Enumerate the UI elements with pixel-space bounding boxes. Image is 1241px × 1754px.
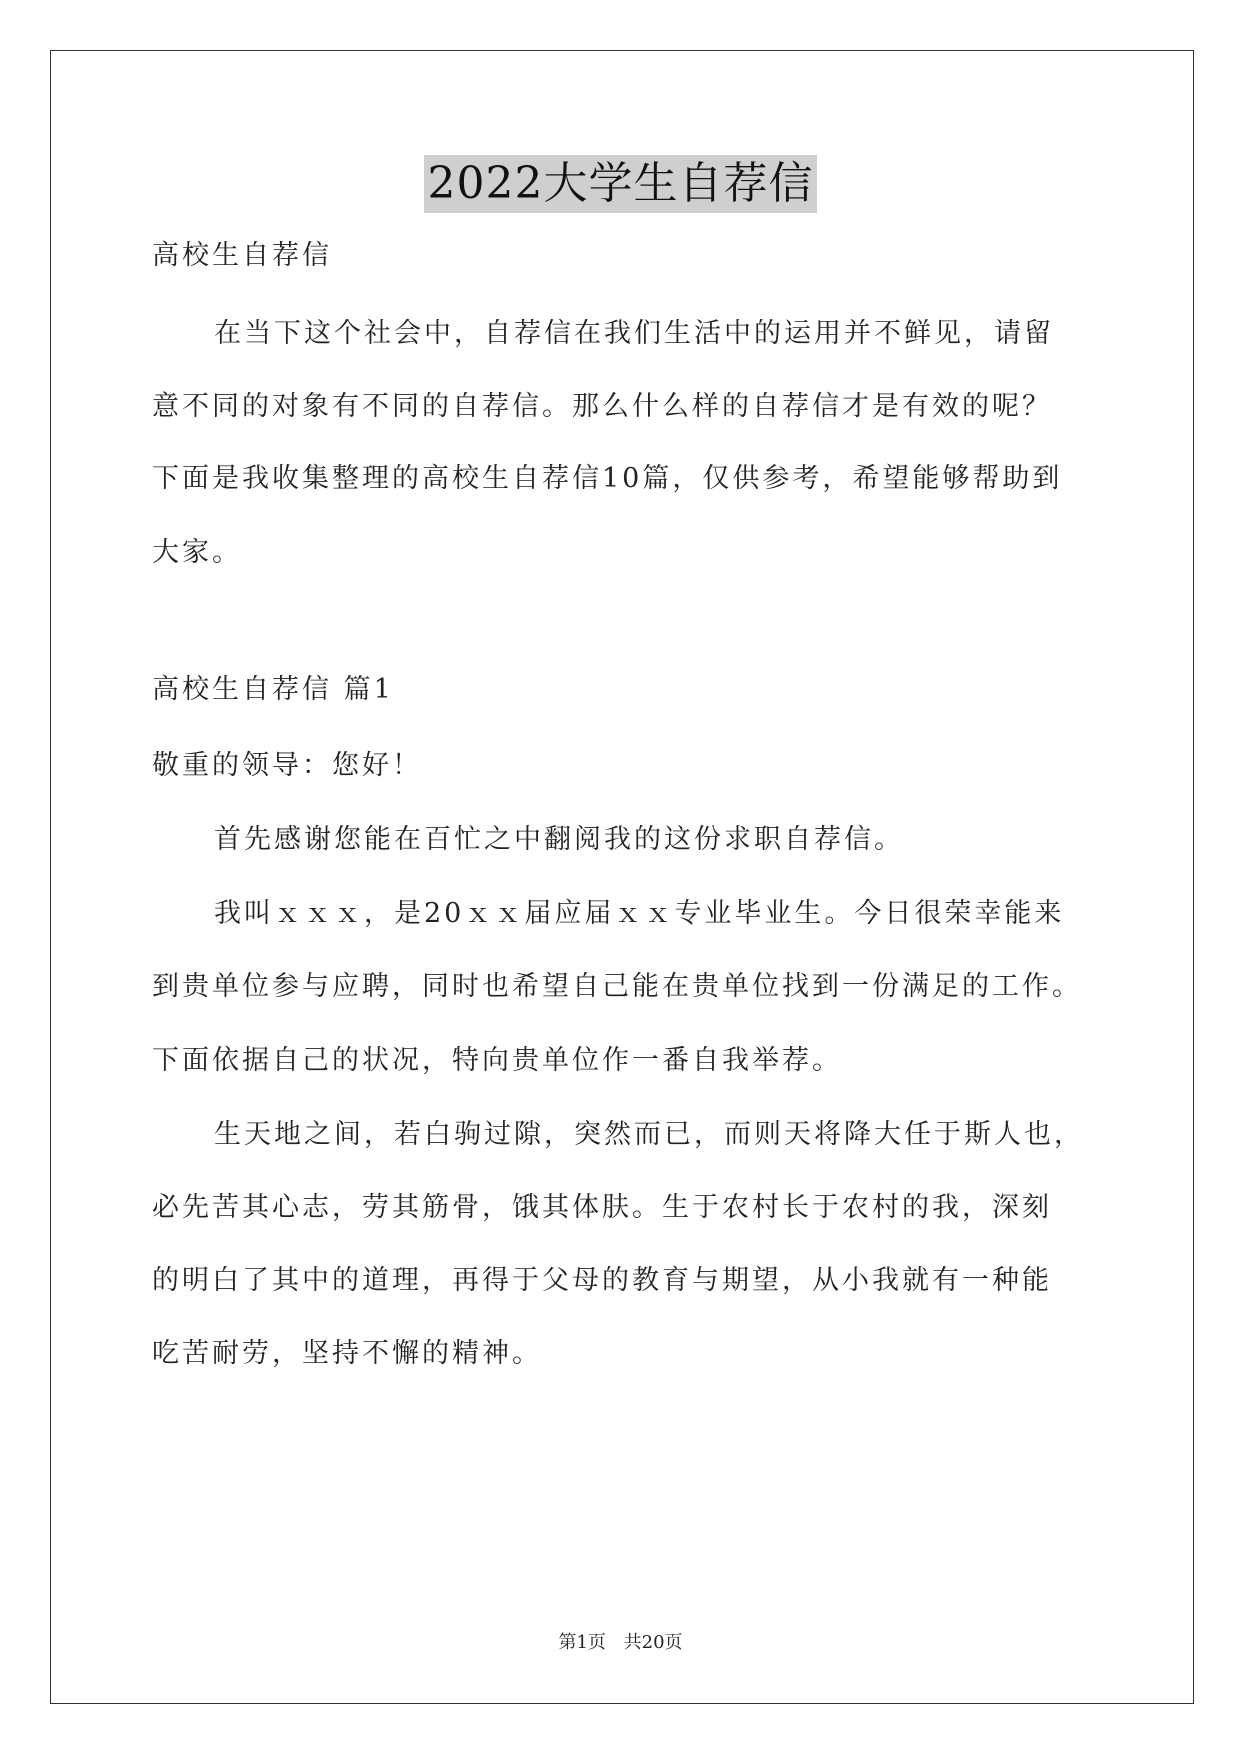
title-wrap xyxy=(0,155,1241,213)
paragraph-line: 的明白了其中的道理，再得于父母的教育与期望，从小我就有一种能 xyxy=(152,1265,1052,1296)
document-title: 2022大学生自荐信 xyxy=(424,155,818,213)
salutation: 敬重的领导：您好！ xyxy=(152,750,422,781)
section-heading: 高校生自荐信 xyxy=(152,240,332,271)
section-heading: 高校生自荐信 篇1 xyxy=(152,674,394,705)
page-total: 共20页 xyxy=(623,1632,683,1653)
paragraph-line: 意不同的对象有不同的自荐信。那么什么样的自荐信才是有效的呢？ xyxy=(152,391,1052,422)
paragraph-line: 大家。 xyxy=(152,537,242,568)
page-footer xyxy=(0,1628,1241,1654)
paragraph-line: 吃苦耐劳，坚持不懈的精神。 xyxy=(152,1338,542,1369)
paragraph-line: 在当下这个社会中，自荐信在我们生活中的运用并不鲜见，请留 xyxy=(214,318,1054,349)
paragraph-line: 到贵单位参与应聘，同时也希望自己能在贵单位找到一份满足的工作。 xyxy=(152,971,1082,1002)
page-border xyxy=(50,50,1194,1704)
page-number: 第1页 xyxy=(558,1632,606,1653)
paragraph-line: 我叫ｘｘｘ，是20ｘｘ届应届ｘｘ专业毕业生。今日很荣幸能来 xyxy=(214,898,1065,929)
paragraph-line: 首先感谢您能在百忙之中翻阅我的这份求职自荐信。 xyxy=(214,824,904,855)
paragraph-line: 必先苦其心志，劳其筋骨，饿其体肤。生于农村长于农村的我，深刻 xyxy=(152,1192,1052,1223)
paragraph-line: 下面依据自己的状况，特向贵单位作一番自我举荐。 xyxy=(152,1045,842,1076)
paragraph-line: 下面是我收集整理的高校生自荐信10篇，仅供参考，希望能够帮助到 xyxy=(152,463,1063,494)
paragraph-line: 生天地之间，若白驹过隙，突然而已，而则天将降大任于斯人也， xyxy=(214,1119,1084,1150)
